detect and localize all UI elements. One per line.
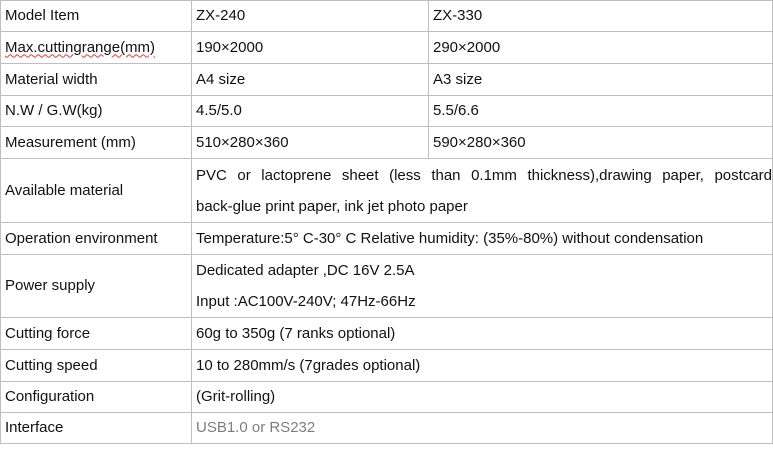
model-zx330: ZX-330 bbox=[429, 1, 773, 32]
table-row-width bbox=[1, 64, 773, 96]
weight-zx330: 5.5/6.6 bbox=[429, 96, 773, 127]
material-line-2: back-glue print paper, ink jet photo paper bbox=[196, 197, 468, 215]
weight-zx240: 4.5/5.0 bbox=[192, 96, 429, 127]
table-row-range bbox=[1, 32, 773, 64]
row-label-interface: Interface bbox=[1, 413, 192, 444]
measurement-zx240: 510×280×360 bbox=[192, 127, 429, 159]
table-row-material bbox=[1, 159, 773, 223]
row-label-environment: Operation environment bbox=[1, 223, 192, 255]
table-row-environment bbox=[1, 223, 773, 255]
row-label-model: Model Item bbox=[1, 1, 192, 32]
environment-value: Temperature:5° C-30° C Relative humidity: (35%-80%) without condensation bbox=[192, 223, 773, 255]
range-label-text: Max.cuttingrange(mm) bbox=[5, 38, 156, 56]
row-label-range bbox=[1, 32, 192, 64]
width-zx240: A4 size bbox=[192, 64, 429, 96]
power-line-1: Dedicated adapter ,DC 16V 2.5A bbox=[196, 262, 415, 279]
measurement-zx330: 590×280×360 bbox=[429, 127, 773, 159]
range-zx240: 190×2000 bbox=[192, 32, 429, 64]
force-value: 60g to 350g (7 ranks optional) bbox=[192, 318, 773, 350]
table-row-power bbox=[1, 255, 773, 318]
row-label-weight: N.W / G.W(kg) bbox=[1, 96, 192, 127]
table-row-model bbox=[1, 1, 773, 32]
material-value bbox=[192, 159, 773, 223]
configuration-value: (Grit-rolling) bbox=[192, 382, 773, 413]
interface-value bbox=[192, 413, 773, 444]
row-label-measurement: Measurement (mm) bbox=[1, 127, 192, 159]
material-line-1: PVC or lactoprene sheet (less than 0.1mm thickness),drawing paper, postcard bbox=[196, 166, 772, 184]
power-line-2: Input :AC100V-240V; 47Hz-66Hz bbox=[196, 293, 416, 310]
row-label-power: Power supply bbox=[1, 255, 192, 318]
table-row-weight bbox=[1, 96, 773, 127]
table-row-configuration bbox=[1, 382, 773, 413]
row-label-speed: Cutting speed bbox=[1, 350, 192, 382]
model-zx240: ZX-240 bbox=[192, 1, 429, 32]
row-label-force: Cutting force bbox=[1, 318, 192, 350]
row-label-material: Available material bbox=[1, 159, 192, 223]
range-zx330: 290×2000 bbox=[429, 32, 773, 64]
table-row-force bbox=[1, 318, 773, 350]
row-label-configuration: Configuration bbox=[1, 382, 192, 413]
table-row-interface bbox=[1, 413, 773, 444]
interface-value-text: USB1.0 or RS232 bbox=[196, 419, 316, 436]
speed-value: 10 to 280mm/s (7grades optional) bbox=[192, 350, 773, 382]
width-zx330: A3 size bbox=[429, 64, 773, 96]
power-value bbox=[192, 255, 773, 318]
table-row-speed bbox=[1, 350, 773, 382]
row-label-width: Material width bbox=[1, 64, 192, 96]
table-row-measurement bbox=[1, 127, 773, 159]
